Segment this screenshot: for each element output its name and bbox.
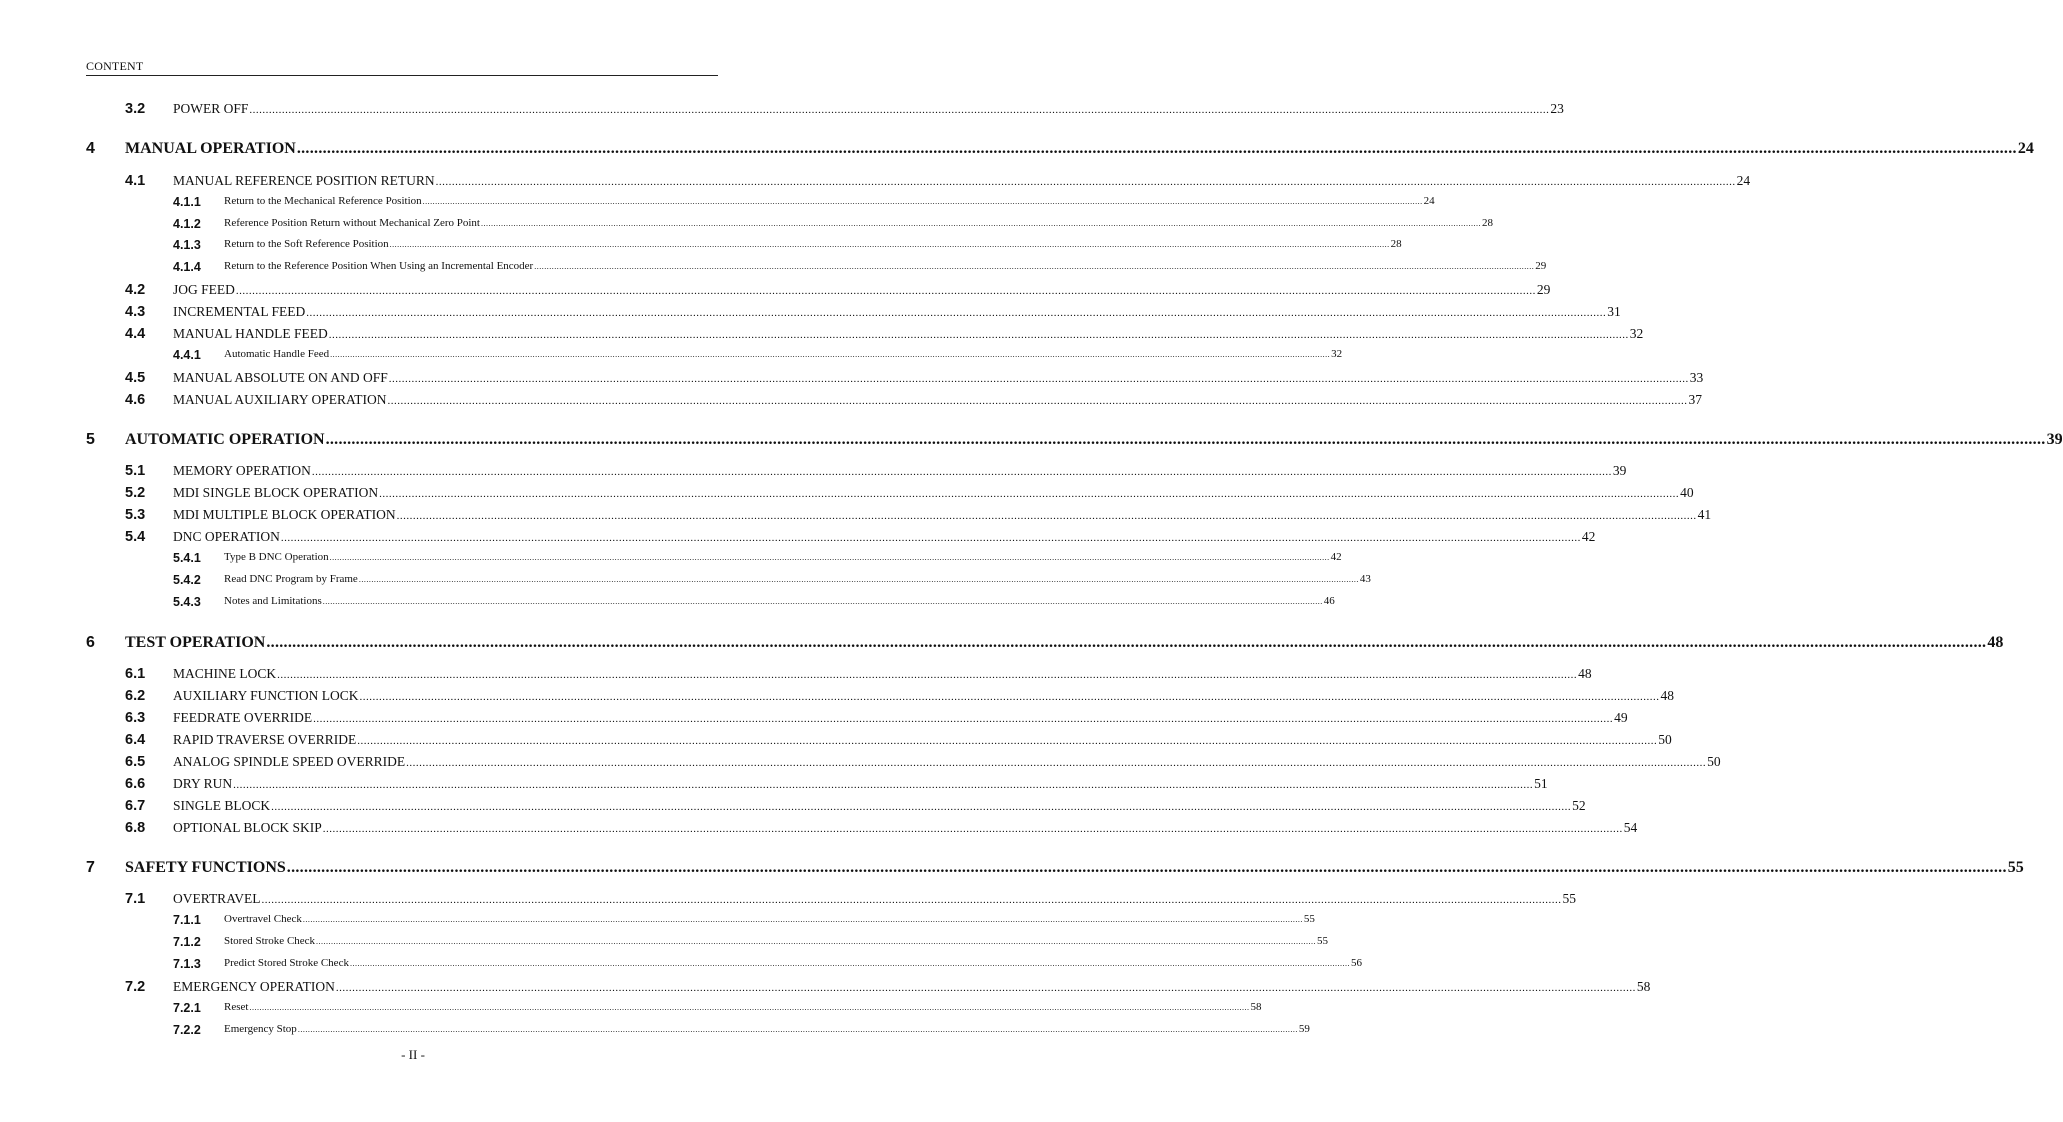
header-rule [86, 75, 718, 76]
toc-chapter-row[interactable] [0, 140, 2034, 160]
toc-subsection-row[interactable] [0, 348, 1343, 368]
toc-page-number: 54 [1623, 820, 1638, 835]
toc-leader-dots: ................................................................................................................................................................................................................................................................................................................................................................................................................ [233, 779, 1534, 791]
toc-leader-dots: ................................................................................................................................................................................................................................................................................................................................................................................................................ [313, 713, 1614, 725]
toc-section-row[interactable] [0, 891, 1576, 911]
toc-entry [224, 1001, 1262, 1013]
toc-title: ANALOG SPINDLE SPEED OVERRIDE [173, 754, 406, 769]
toc-section-row[interactable] [0, 710, 1628, 730]
toc-section-row[interactable] [0, 282, 1551, 302]
toc-chapter-row[interactable] [0, 859, 2024, 879]
toc-entry [173, 173, 1751, 189]
toc-section-row[interactable] [0, 666, 1592, 686]
toc-title: SINGLE BLOCK [173, 798, 271, 813]
toc-title: POWER OFF [173, 101, 249, 116]
toc-page-number: 39 [1612, 463, 1627, 478]
toc-entry [173, 776, 1548, 792]
toc-entry [173, 979, 1651, 995]
toc-title: Reference Position Return without Mechanical Zero Point [224, 217, 480, 229]
toc-title: Stored Stroke Check [224, 935, 316, 947]
toc-leader-dots: ................................................................................................................................................................................................................................................................................................................................................................................................................ [358, 575, 1359, 584]
toc-subsection-row[interactable] [0, 217, 1493, 237]
toc-entry [173, 463, 1627, 479]
toc-entry [224, 913, 1315, 925]
toc-leader-dots: ................................................................................................................................................................................................................................................................................................................................................................................................................ [325, 431, 2046, 448]
toc-leader-dots: ................................................................................................................................................................................................................................................................................................................................................................................................................ [335, 982, 1636, 994]
toc-entry [173, 891, 1576, 907]
toc-number: 7.2 [125, 979, 146, 995]
toc-leader-dots: ................................................................................................................................................................................................................................................................................................................................................................................................................ [271, 801, 1572, 813]
toc-page-number: 48 [1578, 666, 1592, 681]
toc-title: SAFETY FUNCTIONS [125, 859, 286, 876]
toc-number: 4.1.3 [173, 238, 201, 252]
toc-page-number: 24 [1736, 173, 1751, 188]
toc-entry [224, 595, 1335, 607]
toc-page-number: 29 [1535, 260, 1547, 272]
toc-leader-dots: ................................................................................................................................................................................................................................................................................................................................................................................................................ [328, 329, 1629, 341]
toc-number: 6.4 [125, 732, 146, 748]
toc-number: 4.2 [125, 282, 146, 298]
toc-leader-dots: ................................................................................................................................................................................................................................................................................................................................................................................................................ [396, 510, 1697, 522]
toc-number: 4 [86, 140, 95, 157]
toc-leader-dots: ................................................................................................................................................................................................................................................................................................................................................................................................................ [302, 915, 1303, 924]
toc-number: 5.4.3 [173, 595, 201, 609]
toc-leader-dots: ................................................................................................................................................................................................................................................................................................................................................................................................................ [329, 553, 1330, 562]
toc-number: 6.8 [125, 820, 146, 836]
toc-entry [173, 732, 1672, 748]
toc-number: 7.1.2 [173, 935, 201, 949]
toc-page-number: 32 [1331, 348, 1343, 360]
toc-number: 6.7 [125, 798, 146, 814]
toc-page-number: 55 [2007, 859, 2024, 876]
toc-leader-dots: ................................................................................................................................................................................................................................................................................................................................................................................................................ [534, 262, 1535, 271]
toc-title: MEMORY OPERATION [173, 463, 311, 478]
toc-page-number: 37 [1688, 392, 1702, 407]
toc-title: MANUAL REFERENCE POSITION RETURN [173, 173, 435, 188]
toc-leader-dots: ................................................................................................................................................................................................................................................................................................................................................................................................................ [286, 859, 2007, 876]
toc-number: 6.5 [125, 754, 146, 770]
toc-title: Predict Stored Stroke Check [224, 957, 349, 969]
toc-entry [224, 957, 1362, 969]
toc-number: 5.1 [125, 463, 146, 479]
toc-number: 4.5 [125, 370, 146, 386]
toc-number: 6.2 [125, 688, 146, 704]
toc-title: DRY RUN [173, 776, 233, 791]
toc-page-number: 48 [1987, 634, 2004, 651]
toc-leader-dots: ................................................................................................................................................................................................................................................................................................................................................................................................................ [322, 823, 1623, 835]
toc-number: 5.2 [125, 485, 146, 501]
toc-page-number: 55 [1303, 913, 1315, 925]
running-header: CONTENT [86, 59, 144, 73]
toc-leader-dots: ................................................................................................................................................................................................................................................................................................................................................................................................................ [357, 735, 1658, 747]
toc-title: Return to the Mechanical Reference Position [224, 195, 422, 207]
toc-page-number: 42 [1581, 529, 1596, 544]
toc-section-row[interactable] [0, 979, 1651, 999]
toc-page-number: 56 [1350, 957, 1362, 969]
toc-subsection-row[interactable] [0, 260, 1547, 280]
toc-title: MACHINE LOCK [173, 666, 277, 681]
toc-section-row[interactable] [0, 820, 1638, 840]
toc-title: Emergency Stop [224, 1023, 297, 1035]
toc-entry [224, 195, 1435, 207]
toc-chapter-row[interactable] [0, 431, 2063, 451]
toc-title: EMERGENCY OPERATION [173, 979, 335, 994]
toc-number: 7.1 [125, 891, 146, 907]
toc-subsection-row[interactable] [0, 913, 1315, 933]
toc-leader-dots: ................................................................................................................................................................................................................................................................................................................................................................................................................ [235, 285, 1536, 297]
toc-leader-dots: ................................................................................................................................................................................................................................................................................................................................................................................................................ [280, 532, 1581, 544]
toc-page-number: 28 [1482, 217, 1493, 229]
toc-entry [173, 101, 1564, 117]
toc-section-row[interactable] [0, 463, 1627, 483]
toc-title: Return to the Soft Reference Position [224, 238, 389, 250]
toc-title: OVERTRAVEL [173, 891, 261, 906]
toc-leader-dots: ................................................................................................................................................................................................................................................................................................................................................................................................................ [379, 488, 1680, 500]
toc-entry [224, 551, 1342, 563]
toc-chapter-row[interactable] [0, 634, 2004, 654]
toc-title: Type B DNC Operation [224, 551, 329, 563]
toc-number: 7.2.2 [173, 1023, 201, 1037]
toc-subsection-row[interactable] [0, 573, 1371, 593]
toc-entry [173, 392, 1702, 408]
toc-entry [173, 688, 1674, 704]
toc-leader-dots: ................................................................................................................................................................................................................................................................................................................................................................................................................ [406, 757, 1707, 769]
toc-entry [173, 304, 1621, 320]
toc-subsection-row[interactable] [0, 957, 1362, 977]
toc-section-row[interactable] [0, 798, 1586, 818]
toc-page-number: 52 [1572, 798, 1586, 813]
toc-section-row[interactable] [0, 173, 1751, 193]
toc-entry [224, 935, 1329, 947]
toc-number: 5 [86, 431, 95, 448]
toc-number: 5.4 [125, 529, 146, 545]
toc-entry [173, 282, 1551, 298]
toc-number: 4.1 [125, 173, 146, 189]
toc-subsection-row[interactable] [0, 1001, 1262, 1021]
toc-entry [224, 573, 1371, 585]
toc-page-number: 42 [1330, 551, 1342, 563]
toc-page-number: 46 [1323, 595, 1335, 607]
toc-title: OPTIONAL BLOCK SKIP [173, 820, 322, 835]
toc-leader-dots: ................................................................................................................................................................................................................................................................................................................................................................................................................ [389, 240, 1390, 249]
toc-page-number: 39 [2046, 431, 2063, 448]
toc-page-number: 24 [2017, 140, 2034, 157]
toc-subsection-row[interactable] [0, 238, 1402, 258]
toc-number: 5.4.2 [173, 573, 201, 587]
toc-number: 4.1.1 [173, 195, 201, 209]
toc-entry [173, 507, 1712, 523]
toc-section-row[interactable] [0, 485, 1694, 505]
toc-number: 3.2 [125, 101, 146, 117]
toc-title: AUTOMATIC OPERATION [125, 431, 325, 448]
toc-leader-dots: ................................................................................................................................................................................................................................................................................................................................................................................................................ [311, 466, 1612, 478]
toc-title: MANUAL OPERATION [125, 140, 296, 157]
toc-page-number: 48 [1660, 688, 1674, 703]
toc-page-number: 32 [1629, 326, 1644, 341]
toc-title: FEEDRATE OVERRIDE [173, 710, 313, 725]
toc-title: DNC OPERATION [173, 529, 280, 544]
toc-page-number: 50 [1658, 732, 1672, 747]
toc-leader-dots: ................................................................................................................................................................................................................................................................................................................................................................................................................ [349, 959, 1350, 968]
toc-number: 6 [86, 634, 95, 651]
toc-section-row[interactable] [0, 732, 1672, 752]
toc-entry [173, 820, 1638, 836]
toc-leader-dots: ................................................................................................................................................................................................................................................................................................................................................................................................................ [435, 176, 1736, 188]
toc-page-number: 58 [1250, 1001, 1262, 1013]
toc-title: MANUAL AUXILIARY OPERATION [173, 392, 387, 407]
toc-title: Reset [224, 1001, 249, 1013]
toc-leader-dots: ................................................................................................................................................................................................................................................................................................................................................................................................................ [249, 1003, 1250, 1012]
toc-entry [224, 1023, 1310, 1035]
toc-number: 4.4 [125, 326, 146, 342]
toc-page-number: 23 [1550, 101, 1564, 116]
toc-leader-dots: ................................................................................................................................................................................................................................................................................................................................................................................................................ [249, 104, 1550, 116]
toc-section-row[interactable] [0, 304, 1621, 324]
toc-section-row[interactable] [0, 529, 1596, 549]
toc-leader-dots: ................................................................................................................................................................................................................................................................................................................................................................................................................ [297, 1025, 1298, 1034]
toc-leader-dots: ................................................................................................................................................................................................................................................................................................................................................................................................................ [306, 307, 1607, 319]
toc-number: 6.1 [125, 666, 146, 682]
toc-leader-dots: ................................................................................................................................................................................................................................................................................................................................................................................................................ [387, 395, 1688, 407]
toc-entry [224, 260, 1547, 272]
toc-leader-dots: ................................................................................................................................................................................................................................................................................................................................................................................................................ [422, 197, 1423, 206]
toc-number: 4.1.4 [173, 260, 201, 274]
toc-number: 6.3 [125, 710, 146, 726]
toc-entry [173, 754, 1721, 770]
toc-page-number: 33 [1689, 370, 1704, 385]
toc-subsection-row[interactable] [0, 935, 1329, 955]
toc-entry [224, 238, 1402, 250]
toc-section-row[interactable] [0, 326, 1644, 346]
toc-page-number: 31 [1607, 304, 1621, 319]
toc-number: 7.1.1 [173, 913, 201, 927]
toc-number: 4.1.2 [173, 217, 201, 231]
toc-entry [173, 798, 1586, 814]
toc-title: Notes and Limitations [224, 595, 322, 607]
toc-page-number: 28 [1390, 238, 1402, 250]
toc-number: 4.3 [125, 304, 146, 320]
toc-page-number: 50 [1707, 754, 1721, 769]
toc-title: Overtravel Check [224, 913, 302, 925]
toc-title: TEST OPERATION [125, 634, 266, 651]
toc-entry [125, 634, 2004, 652]
toc-title: INCREMENTAL FEED [173, 304, 306, 319]
toc-page-number: 41 [1697, 507, 1712, 522]
toc-leader-dots: ................................................................................................................................................................................................................................................................................................................................................................................................................ [296, 140, 2017, 157]
toc-leader-dots: ................................................................................................................................................................................................................................................................................................................................................................................................................ [277, 669, 1578, 681]
toc-section-row[interactable] [0, 776, 1548, 796]
toc-page-number: 49 [1614, 710, 1628, 725]
toc-leader-dots: ................................................................................................................................................................................................................................................................................................................................................................................................................ [388, 373, 1689, 385]
toc-page-number: 24 [1423, 195, 1435, 207]
toc-entry [173, 529, 1596, 545]
toc-entry [173, 710, 1628, 726]
toc-number: 4.4.1 [173, 348, 201, 362]
toc-title: AUXILIARY FUNCTION LOCK [173, 688, 359, 703]
toc-title: MDI MULTIPLE BLOCK OPERATION [173, 507, 396, 522]
toc-section-row[interactable] [0, 754, 1721, 774]
toc-page-number: 43 [1359, 573, 1371, 585]
toc-leader-dots: ................................................................................................................................................................................................................................................................................................................................................................................................................ [330, 350, 1331, 359]
toc-title: MDI SINGLE BLOCK OPERATION [173, 485, 379, 500]
toc-leader-dots: ................................................................................................................................................................................................................................................................................................................................................................................................................ [481, 219, 1481, 228]
toc-title: MANUAL ABSOLUTE ON AND OFF [173, 370, 388, 385]
toc-title: Read DNC Program by Frame [224, 573, 358, 585]
toc-entry [173, 370, 1704, 386]
toc-number: 7 [86, 859, 95, 876]
toc-entry [125, 859, 2024, 877]
toc-section-row[interactable] [0, 370, 1704, 390]
toc-entry [173, 326, 1644, 342]
toc-section-row[interactable] [0, 101, 1564, 121]
toc-page-number: 55 [1317, 935, 1329, 947]
toc-section-row[interactable] [0, 507, 1712, 527]
toc-subsection-row[interactable] [0, 195, 1435, 215]
toc-page-number: 59 [1298, 1023, 1310, 1035]
toc-number: 6.6 [125, 776, 146, 792]
toc-subsection-row[interactable] [0, 1023, 1310, 1043]
toc-number: 4.6 [125, 392, 146, 408]
toc-title: MANUAL HANDLE FEED [173, 326, 328, 341]
toc-title: JOG FEED [173, 282, 235, 297]
toc-title: Automatic Handle Feed [224, 348, 330, 360]
toc-page-number: 58 [1636, 979, 1651, 994]
toc-entry [125, 431, 2063, 449]
toc-page-number: 29 [1536, 282, 1551, 297]
toc-entry [173, 666, 1592, 682]
toc-leader-dots: ................................................................................................................................................................................................................................................................................................................................................................................................................ [261, 894, 1562, 906]
toc-section-row[interactable] [0, 392, 1702, 412]
toc-page-number: 40 [1680, 485, 1694, 500]
toc-entry [173, 485, 1694, 501]
toc-page-number: 55 [1562, 891, 1576, 906]
toc-entry [224, 217, 1493, 229]
toc-number: 5.3 [125, 507, 146, 523]
page-number: - II - [401, 1047, 425, 1062]
toc-entry [125, 140, 2034, 158]
toc-number: 7.1.3 [173, 957, 201, 971]
toc-subsection-row[interactable] [0, 595, 1335, 615]
toc-section-row[interactable] [0, 688, 1674, 708]
toc-subsection-row[interactable] [0, 551, 1342, 571]
toc-leader-dots: ................................................................................................................................................................................................................................................................................................................................................................................................................ [266, 634, 1987, 651]
toc-number: 7.2.1 [173, 1001, 201, 1015]
toc-page-number: 51 [1534, 776, 1548, 791]
toc-title: Return to the Reference Position When Using an Incremental Encoder [224, 260, 534, 272]
toc-title: RAPID TRAVERSE OVERRIDE [173, 732, 357, 747]
toc-leader-dots: ................................................................................................................................................................................................................................................................................................................................................................................................................ [322, 597, 1323, 606]
toc-leader-dots: ................................................................................................................................................................................................................................................................................................................................................................................................................ [316, 937, 1317, 946]
toc-leader-dots: ................................................................................................................................................................................................................................................................................................................................................................................................................ [359, 691, 1660, 703]
toc-number: 5.4.1 [173, 551, 201, 565]
toc-entry [224, 348, 1343, 360]
